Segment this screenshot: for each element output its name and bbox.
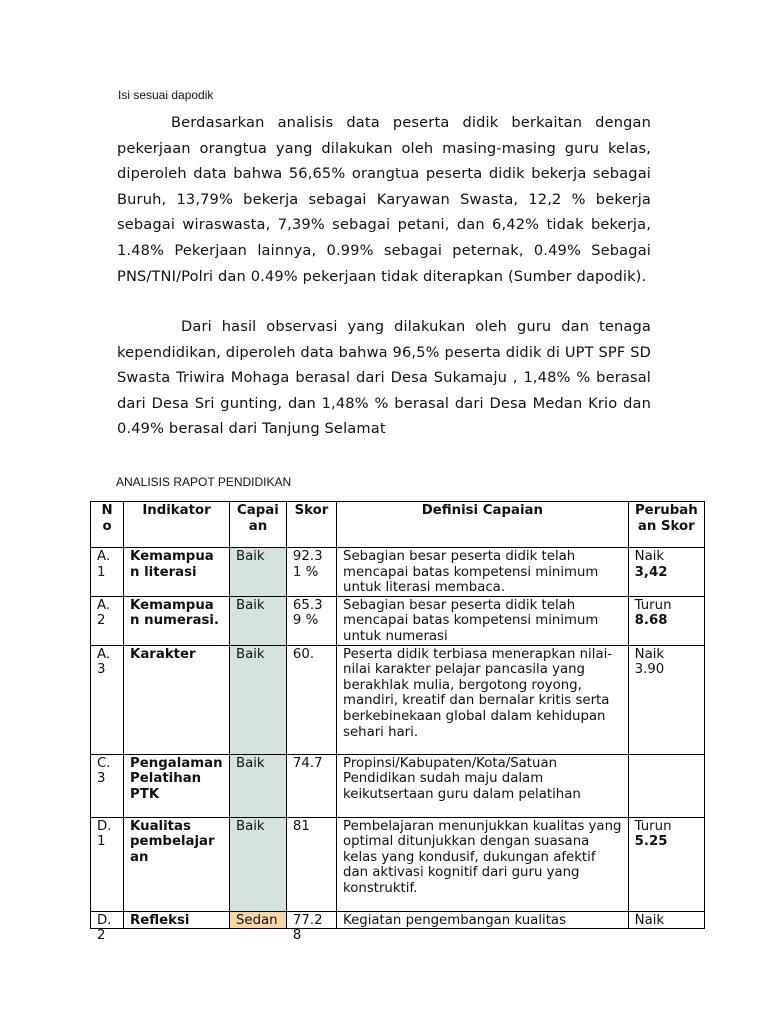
section-title: ANALISIS RAPOT PENDIDIKAN [116,475,292,489]
cell-skor: 74.7 [286,754,336,817]
cell-skor: 92.31 % [286,548,336,597]
perubahan-label: Turun [634,818,672,834]
cell-skor: 81 [286,817,336,911]
perubahan-label: Naik [634,549,665,564]
cell-capaian: Baik [229,548,286,597]
cell-perubahan [628,596,704,645]
cell-indikator: Kualitas pembelajaran [124,817,230,911]
cell-perubahan [628,645,704,754]
cell-capaian-text: Sedan [235,912,278,928]
cell-no-text: D.2 [97,912,112,944]
cell-no: A.2 [91,596,124,645]
table-row [91,596,705,645]
cell-no [91,911,124,944]
cell-capaian: Baik [229,645,286,754]
cell-definisi: Sebagian besar peserta didik telah mencapai batas kompetensi minimum untuk literasi membaca. [337,548,629,597]
cell-capaian: Baik [229,754,286,817]
cell-perubahan [628,548,704,597]
table-row [91,911,705,928]
header-indikator: Indikator [124,502,230,548]
paragraph-parent-occupation: Berdasarkan analisis data peserta didik berkaitan dengan pekerjaan orangtua yang dilakukan oleh masing-masing guru kelas, diperoleh data bahwa 56,65% orangtua peserta didik bekerja sebagai Buruh, 13,79% bekerja sebagai Karyawan Swasta, 12,2 % bekerja sebagai wiraswasta, 7,39% sebagai petani, dan 6,42% tidak bekerja, 1.48% Pekerjaan lainnya, 0.99% sebagai peternak, 0.49% Sebagai PNS/TNI/Polri dan 0.49% pekerjaan tidak diterapkan (Sumber dapodik). [117,114,651,285]
cell-indikator [124,911,230,928]
cell-indikator: Kemampuan numerasi. [124,596,230,645]
perubahan-value: 8.68 [634,613,668,629]
cell-definisi: Propinsi/Kabupaten/Kota/Satuan Pendidikan sudah maju dalam keikutsertaan guru dalam pelatihan [337,754,629,817]
table-row [91,754,705,817]
cell-no: A.1 [91,548,124,597]
cell-indikator: Pengalaman Pelatihan PTK [124,754,230,817]
cell-skor-text: 77.28 [292,912,323,944]
cell-capaian: Baik [229,596,286,645]
cell-capaian: Baik [229,817,286,911]
perubahan-label: Turun [634,597,672,613]
header-no: No [91,502,124,548]
note-text: Isi sesuai dapodik [118,88,214,102]
rapot-table [90,501,705,944]
header-skor: Skor [286,502,336,548]
cell-definisi-text: Kegiatan pengembangan kualitas [343,912,566,928]
cell-definisi: Peserta didik terbiasa menerapkan nilai-nilai karakter pelajar pancasila yang berakhlak mulia, bergotong royong, mandiri, kreatif dan bernalar kritis serta berkebinekaan global dalam kehidupan sehari hari. [337,645,629,754]
cell-perubahan [628,911,704,928]
cell-definisi: Sebagian besar peserta didik telah mencapai batas kompetensi minimum untuk numerasi [337,596,629,645]
cell-no: A.3 [91,645,124,754]
table-header-row [91,502,705,548]
perubahan-label: Naik [634,912,665,928]
cell-skor: 60. [286,645,336,754]
cell-indikator: Karakter [124,645,230,754]
cell-no: D.1 [91,817,124,911]
table-row [91,548,705,597]
cell-perubahan [628,754,704,817]
cell-capaian [229,911,286,928]
cell-indikator: Kemampuan literasi [124,548,230,597]
cell-perubahan [628,817,704,911]
table-row [91,817,705,911]
header-perubahan: Perubahan Skor [628,502,704,548]
perubahan-value: 3,42 [634,564,668,580]
header-definisi: Definisi Capaian [337,502,629,548]
cell-skor: 65.39 % [286,596,336,645]
cell-definisi [337,911,629,928]
perubahan-value: 3.90 [634,662,665,678]
cell-skor [286,911,336,944]
table-row [91,645,705,754]
header-capaian: Capaian [229,502,286,548]
perubahan-label: Naik [634,646,665,662]
paragraph-student-origin: Dari hasil observasi yang dilakukan oleh guru dan tenaga kependidikan, diperoleh data bahwa 96,5% peserta didik di UPT SPF SD Swasta Triwira Mohaga berasal dari Desa Sukamaju , 1,48% % berasal dari Desa Sri gunting, dan 1,48% % berasal dari Desa Medan Krio dan 0.49% berasal dari Tanjung Selamat [117,318,651,438]
cell-definisi: Pembelajaran menunjukkan kualitas yang optimal ditunjukkan dengan suasana kelas yang kondusif, dukungan afektif dan aktivasi kognitif dari guru yang konstruktif. [337,817,629,911]
cell-no: C.3 [91,754,124,817]
perubahan-value: 5.25 [634,834,668,850]
cell-indikator-text: Refleksi [130,912,190,928]
